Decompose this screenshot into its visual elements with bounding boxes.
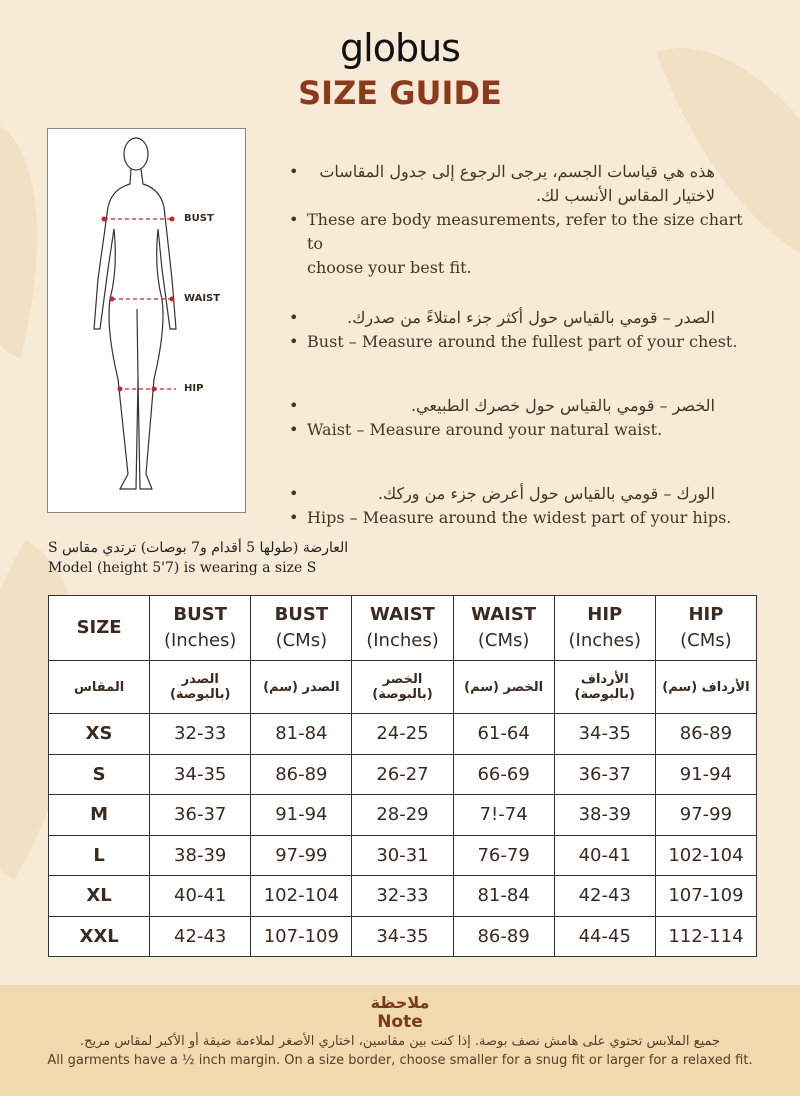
measurement-cell: 38-39 xyxy=(554,795,655,836)
column-header-line: BUST xyxy=(274,604,329,625)
page-title: SIZE GUIDE xyxy=(298,74,502,112)
column-header-line: (Inches) xyxy=(568,630,642,651)
measurement-cell: 66-69 xyxy=(453,754,554,795)
measurement-cell: 32-33 xyxy=(150,714,251,755)
measurement-cell: 24-25 xyxy=(352,714,453,755)
measurement-cell: 44-45 xyxy=(554,916,655,957)
column-header xyxy=(150,596,251,661)
measurement-cell: 28-29 xyxy=(352,795,453,836)
column-header xyxy=(554,596,655,661)
note-section xyxy=(0,985,800,1096)
size-cell: XXL xyxy=(49,916,150,957)
note-text-en: All garments have a ½ inch margin. On a size border, choose smaller for a snug fit or larger for a relaxed fit. xyxy=(47,1053,753,1068)
column-header-line: (CMs) xyxy=(275,630,328,651)
measurement-cell: 40-41 xyxy=(554,835,655,876)
column-header-line: WAIST xyxy=(370,604,435,625)
model-info-en: Model (height 5'7) is wearing a size S xyxy=(48,560,317,576)
brand-logo: globus xyxy=(340,26,460,70)
header-row-arabic xyxy=(49,661,757,714)
measurement-cell: 81-84 xyxy=(453,876,554,917)
table-row xyxy=(49,835,757,876)
column-header-line: (Inches) xyxy=(163,630,237,651)
waist-label: WAIST xyxy=(184,293,221,304)
instruction-ar: • هذه هي قياسات الجسم، يرجى الرجوع إلى جدول المقاسات لاختيار المقاس الأنسب لك. xyxy=(285,160,715,208)
size-chart-table xyxy=(48,595,757,957)
measurement-cell: 32-33 xyxy=(352,876,453,917)
measurement-cell: 86-89 xyxy=(655,714,756,755)
instruction-en: • Waist – Measure around your natural waist. xyxy=(285,418,745,442)
column-header-ar: الأرداف (بالبوصة) xyxy=(554,661,655,714)
measurement-cell: 107-109 xyxy=(251,916,352,957)
measurement-cell: 97-99 xyxy=(655,795,756,836)
measurement-cell: 91-94 xyxy=(655,754,756,795)
measurement-instructions xyxy=(285,160,745,556)
column-header-ar: الخصر (بالبوصة) xyxy=(352,661,453,714)
body-figure xyxy=(47,128,246,513)
measurement-cell: 42-43 xyxy=(554,876,655,917)
table-row xyxy=(49,876,757,917)
measurement-cell: 34-35 xyxy=(150,754,251,795)
table-row xyxy=(49,916,757,957)
measurement-cell: 34-35 xyxy=(554,714,655,755)
column-header-ar: الأرداف (سم) xyxy=(655,661,756,714)
instruction-bust xyxy=(285,306,745,354)
column-header xyxy=(251,596,352,661)
instruction-ar: • الورك – قومي بالقياس حول أعرض جزء من وركك. xyxy=(285,482,715,506)
column-header-line: WAIST xyxy=(471,604,537,625)
instruction-general xyxy=(285,160,745,280)
column-header xyxy=(453,596,554,661)
size-cell: XS xyxy=(49,714,150,755)
instruction-en: • Bust – Measure around the fullest part of your chest. xyxy=(285,330,745,354)
instruction-ar: • الصدر – قومي بالقياس حول أكثر جزء امتلاءً من صدرك. xyxy=(285,306,715,330)
measurement-cell: 36-37 xyxy=(554,754,655,795)
size-cell: XL xyxy=(49,876,150,917)
measurement-cell: 36-37 xyxy=(150,795,251,836)
instruction-waist xyxy=(285,394,745,442)
table-row xyxy=(49,714,757,755)
column-header-ar: الصدر (بالبوصة) xyxy=(150,661,251,714)
header-row xyxy=(49,596,757,661)
column-header xyxy=(655,596,756,661)
measurement-cell: 34-35 xyxy=(352,916,453,957)
column-header-ar: الصدر (سم) xyxy=(251,661,352,714)
instruction-en: • These are body measurements, refer to the size chart to xyxy=(285,208,745,256)
hip-label: HIP xyxy=(184,383,204,394)
measurement-cell: 86-89 xyxy=(453,916,554,957)
measurement-cell: 42-43 xyxy=(150,916,251,957)
column-header-line: SIZE xyxy=(76,617,122,638)
measurement-cell: 102-104 xyxy=(655,835,756,876)
measurement-cell: 81-84 xyxy=(251,714,352,755)
measurement-cell: 91-94 xyxy=(251,795,352,836)
size-cell: M xyxy=(49,795,150,836)
column-header-line: HIP xyxy=(688,604,724,625)
column-header-ar: المقاس xyxy=(49,661,150,714)
instruction-en-cont: choose your best fit. xyxy=(307,258,472,277)
instruction-en: • Hips – Measure around the widest part of your hips. xyxy=(285,506,745,530)
note-title-ar: ملاحظة xyxy=(370,993,430,1012)
measurement-cell: 102-104 xyxy=(251,876,352,917)
note-title: Note xyxy=(377,1012,423,1032)
instruction-hips xyxy=(285,482,745,530)
instruction-ar: • الخصر – قومي بالقياس حول خصرك الطبيعي. xyxy=(285,394,715,418)
measurement-cell: 40-41 xyxy=(150,876,251,917)
column-header xyxy=(49,596,150,661)
measurement-cell: 26-27 xyxy=(352,754,453,795)
measurement-cell: 38-39 xyxy=(150,835,251,876)
table-row xyxy=(49,754,757,795)
measurement-cell: 97-99 xyxy=(251,835,352,876)
column-header xyxy=(352,596,453,661)
column-header-line: (CMs) xyxy=(680,630,732,651)
column-header-line: BUST xyxy=(173,604,227,625)
table-row xyxy=(49,795,757,836)
measurement-cell: 7!-74 xyxy=(453,795,554,836)
measurement-cell: 30-31 xyxy=(352,835,453,876)
measurement-cell: 86-89 xyxy=(251,754,352,795)
column-header-line: HIP xyxy=(587,604,623,625)
bust-label: BUST xyxy=(184,213,214,224)
measurement-cell: 61-64 xyxy=(453,714,554,755)
measurement-cell: 112-114 xyxy=(655,916,756,957)
size-cell: L xyxy=(49,835,150,876)
column-header-line: (Inches) xyxy=(366,630,439,651)
column-header-line: (CMs) xyxy=(477,630,530,651)
measurement-cell: 76-79 xyxy=(453,835,554,876)
column-header-ar: الخصر (سم) xyxy=(453,661,554,714)
model-info xyxy=(48,538,348,578)
model-info-ar: العارضة (طولها 5 أقدام و7 بوصات) ترتدي مقاس S xyxy=(48,540,349,556)
note-text-ar: جميع الملابس تحتوي على هامش نصف بوصة. إذا كنت بين مقاسين، اختاري الأصغر لملاءمة ضيقة أو الأكبر لمقاس مريح. xyxy=(79,1034,721,1049)
size-cell: S xyxy=(49,754,150,795)
measurement-cell: 107-109 xyxy=(655,876,756,917)
